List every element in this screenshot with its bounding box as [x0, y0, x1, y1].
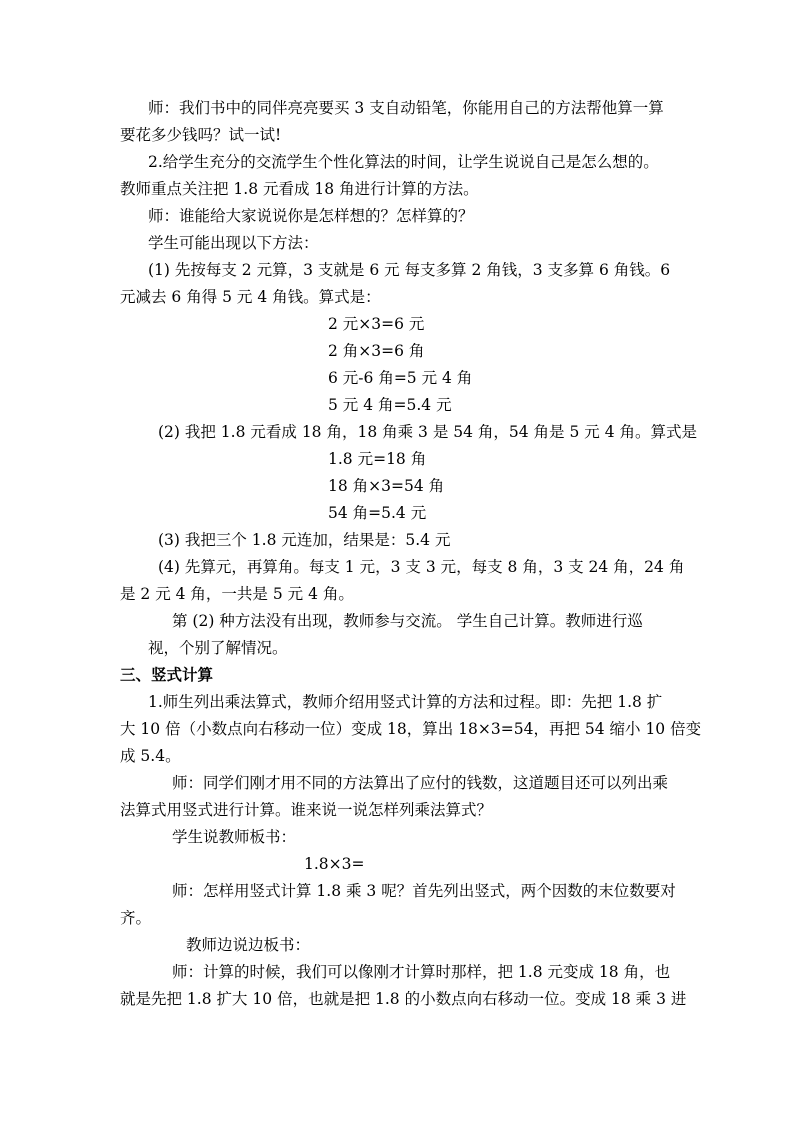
- text-line: 是 2 元 4 角，一共是 5 元 4 角。: [120, 585, 354, 603]
- text-line: 大 10 倍（小数点向右移动一位）变成 18，算出 18×3=54，再把 54 缩小 10 倍变: [120, 720, 702, 738]
- text-line: 第 (2) 种方法没有出现，教师参与交流。 学生自己计算。教师进行巡: [172, 612, 643, 630]
- text-line: 法算式用竖式进行计算。谁来说一说怎样列乘法算式？: [120, 801, 493, 819]
- text-line: 师：同学们刚才用不同的方法算出了应付的钱数，这道题目还可以列出乘: [172, 774, 669, 792]
- text-line: (4) 先算元，再算角。每支 1 元，3 支 3 元，每支 8 角，3 支 24 角，24 角: [158, 558, 685, 576]
- text-line: 1.师生列出乘法算式，教师介绍用竖式计算的方法和过程。即：先把 1.8 扩: [148, 693, 663, 711]
- text-line: (1) 先按每支 2 元算，3 支就是 6 元 每支多算 2 角钱，3 支多算 6 角钱。6: [148, 261, 671, 279]
- text-line: 师：怎样用竖式计算 1.8 乘 3 呢？首先列出竖式，两个因数的末位数要对: [172, 882, 676, 900]
- text-line: 学生说教师板书：: [172, 828, 297, 846]
- text-line: (2) 我把 1.8 元看成 18 角，18 角乘 3 是 54 角，54 角是 5 元 4 角。算式是: [158, 423, 697, 441]
- text-line: 教师重点关注把 1.8 元看成 18 角进行计算的方法。: [120, 180, 479, 198]
- text-line: 2.给学生充分的交流学生个性化算法的时间，让学生说说自己是怎么想的。: [148, 153, 659, 171]
- formula-line: 18 角×3=54 角: [328, 477, 445, 495]
- section-heading: 三、竖式计算: [120, 665, 214, 684]
- text-line: 师：计算的时候，我们可以像刚才计算时那样，把 1.8 元变成 18 角，也: [172, 963, 671, 981]
- text-line: 成 5.4。: [120, 747, 181, 765]
- formula-line: 1.8×3=: [304, 855, 365, 873]
- text-line: 齐。: [120, 909, 152, 927]
- text-line: 学生可能出现以下方法：: [148, 234, 319, 252]
- text-line: 视，个别了解情况。: [148, 639, 288, 657]
- formula-line: 2 元×3=6 元: [328, 315, 425, 333]
- text-line: 要花多少钱吗？试一试!: [120, 126, 282, 144]
- text-line: (3) 我把三个 1.8 元连加，结果是：5.4 元: [158, 531, 451, 549]
- text-line: 元减去 6 角得 5 元 4 角钱。算式是：: [120, 288, 381, 306]
- text-line: 师：谁能给大家说说你是怎样想的？怎样算的？: [148, 207, 474, 225]
- text-line: 教师边说边板书：: [186, 936, 311, 954]
- text-line: 就是先把 1.8 扩大 10 倍，也就是把 1.8 的小数点向右移动一位。变成 18 乘 3 进: [120, 990, 687, 1008]
- formula-line: 54 角=5.4 元: [328, 504, 427, 522]
- formula-line: 2 角×3=6 角: [328, 342, 425, 360]
- text-line: 师：我们书中的同伴亮亮要买 3 支自动铅笔，你能用自己的方法帮他算一算: [148, 99, 664, 117]
- formula-line: 5 元 4 角=5.4 元: [328, 396, 452, 414]
- formula-line: 6 元-6 角=5 元 4 角: [328, 369, 473, 387]
- formula-line: 1.8 元=18 角: [328, 450, 427, 468]
